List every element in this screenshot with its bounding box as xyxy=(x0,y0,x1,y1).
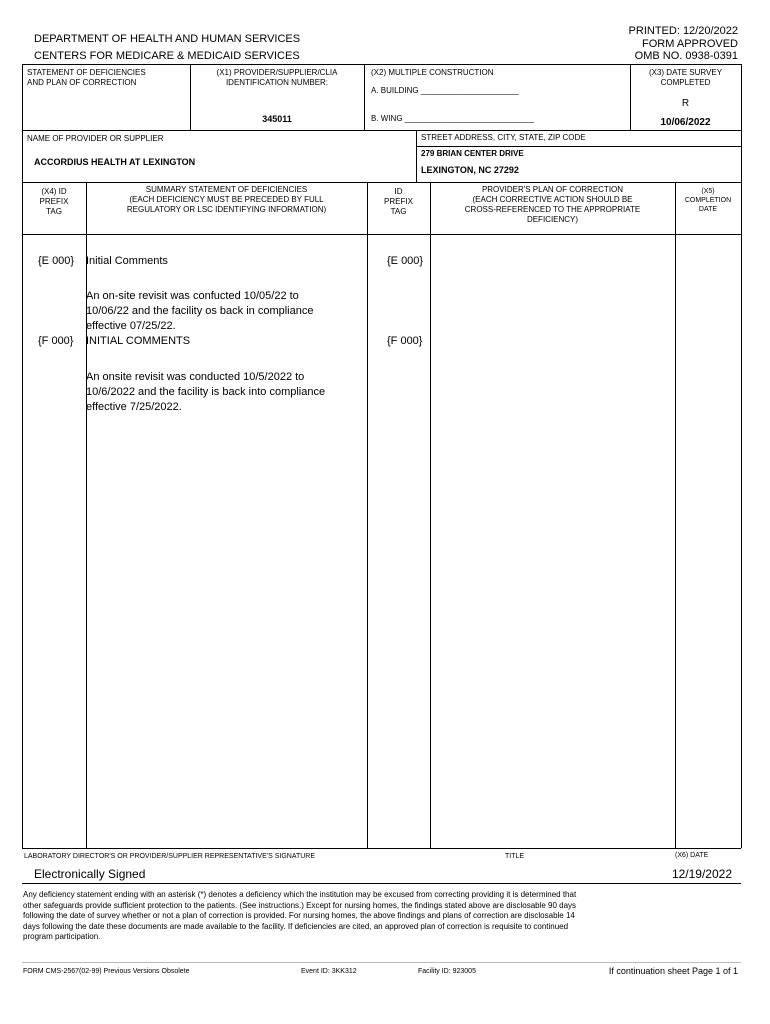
entry-2-text: An onsite revisit was conducted 10/5/2022 to 10/6/2022 and the facility is back into compliance effective 7/25/2022. xyxy=(86,371,326,413)
entry-2-prefix: {F 000} xyxy=(38,335,74,347)
street-address: 279 BRIAN CENTER DRIVE xyxy=(421,149,524,158)
dept-line-2: CENTERS FOR MEDICARE & MEDICAID SERVICES xyxy=(34,50,300,62)
provider-bottom-line xyxy=(22,182,741,183)
col-divider-3 xyxy=(430,182,431,848)
address-label-underline xyxy=(416,146,741,147)
x2-label: (X2) MULTIPLE CONSTRUCTION xyxy=(371,68,494,77)
event-id: Event ID: 3KK312 xyxy=(301,968,357,975)
wing-line: B. WING _____________________________ xyxy=(371,114,534,123)
signature-bottom-line xyxy=(22,883,741,884)
plan-of-correction-header: PROVIDER'S PLAN OF CORRECTION (EACH CORRECTIVE ACTION SHOULD BE CROSS-REFERENCED TO THE APPROPRIATE DEFICIENCY) xyxy=(464,185,641,224)
entry-1-text: An on-site revisit was confucted 10/05/22 to 10/06/22 and the facility os back in compliance effective 07/25/22. xyxy=(86,290,314,332)
col-divider-1 xyxy=(86,182,87,848)
title-label: TITLE xyxy=(505,853,525,860)
footer-rule xyxy=(22,962,741,963)
printed-date: PRINTED: 12/20/2022 xyxy=(628,25,738,37)
frame-top-line xyxy=(22,64,741,65)
signature-date: 12/19/2022 xyxy=(671,867,732,881)
provider-name-label: NAME OF PROVIDER OR SUPPLIER xyxy=(27,134,164,143)
col-divider-4 xyxy=(675,182,676,848)
provider-id-number: 345011 xyxy=(262,114,292,124)
column-header-bottom xyxy=(22,234,741,235)
address-label: STREET ADDRESS, CITY, STATE, ZIP CODE xyxy=(421,133,586,142)
survey-completed-date: 10/06/2022 xyxy=(660,117,711,128)
signature-value: Electronically Signed xyxy=(34,867,146,881)
form-approved: FORM APPROVED xyxy=(642,38,738,50)
col-divider-2 xyxy=(367,182,368,848)
city-state-zip: LEXINGTON, NC 27292 xyxy=(421,165,519,175)
signature-top-line xyxy=(22,848,741,849)
signature-label: LABORATORY DIRECTOR'S OR PROVIDER/SUPPLIER REPRESENTATIVE'S SIGNATURE xyxy=(24,853,316,860)
x4-prefix-header: (X4) ID PREFIX TAG xyxy=(39,187,69,216)
provider-name: ACCORDIUS HEALTH AT LEXINGTON xyxy=(34,157,196,167)
divider-x2 xyxy=(364,64,365,130)
entry-1-prefix: {E 000} xyxy=(38,255,75,267)
dept-line-1: DEPARTMENT OF HEALTH AND HUMAN SERVICES xyxy=(34,33,301,45)
statement-label: STATEMENT OF DEFICIENCIES AND PLAN OF CORRECTION xyxy=(27,68,146,87)
omb-number: OMB NO. 0938-0391 xyxy=(634,50,738,62)
frame-right-line xyxy=(741,64,742,848)
entry-1-title: Initial Comments xyxy=(86,255,168,267)
building-line: A. BUILDING ______________________ xyxy=(371,86,519,95)
x1-label: (X1) PROVIDER/SUPPLIER/CLIA IDENTIFICATION NUMBER: xyxy=(216,68,338,87)
facility-id: Facility ID: 923005 xyxy=(418,968,476,975)
x3-revisit-marker: R xyxy=(681,98,690,109)
boxes-bottom-line xyxy=(22,130,741,131)
disclaimer-text: Any deficiency statement ending with an asterisk (*) denotes a deficiency which the institution may be excused from correcting providing it is determined that other safeguards provide sufficient protection to the patients. (See instructions.) Except for nursing homes, the findings stated above are disclosable 90 days following the date of survey whether or not a plan of correction is provided. For nursing homes, the above findings and plans of correction are disclosable 14 days following the date these documents are made available to the facility. If deficiencies are cited, an approved plan of correction is requisite to continued program participation. xyxy=(23,890,577,941)
divider-address xyxy=(416,130,417,182)
page-indicator: If continuation sheet Page 1 of 1 xyxy=(608,966,738,976)
entry-2-id-tag: {F 000} xyxy=(387,335,423,347)
entry-2-title: INITIAL COMMENTS xyxy=(86,335,191,347)
x6-date-label: (X6) DATE xyxy=(675,852,709,859)
completion-date-header: (X5) COMPLETION DATE xyxy=(684,188,732,213)
form-id: FORM CMS-2567(02-99) Previous Versions Obsolete xyxy=(23,968,190,975)
summary-header: SUMMARY STATEMENT OF DEFICIENCIES (EACH DEFICIENCY MUST BE PRECEDED BY FULL REGULATORY OR LSC IDENTIFYING INFORMATION) xyxy=(126,185,327,214)
id-prefix-header: ID PREFIX TAG xyxy=(384,187,413,216)
x3-label: (X3) DATE SURVEY COMPLETED xyxy=(648,68,723,87)
entry-1-id-tag: {E 000} xyxy=(387,255,424,267)
